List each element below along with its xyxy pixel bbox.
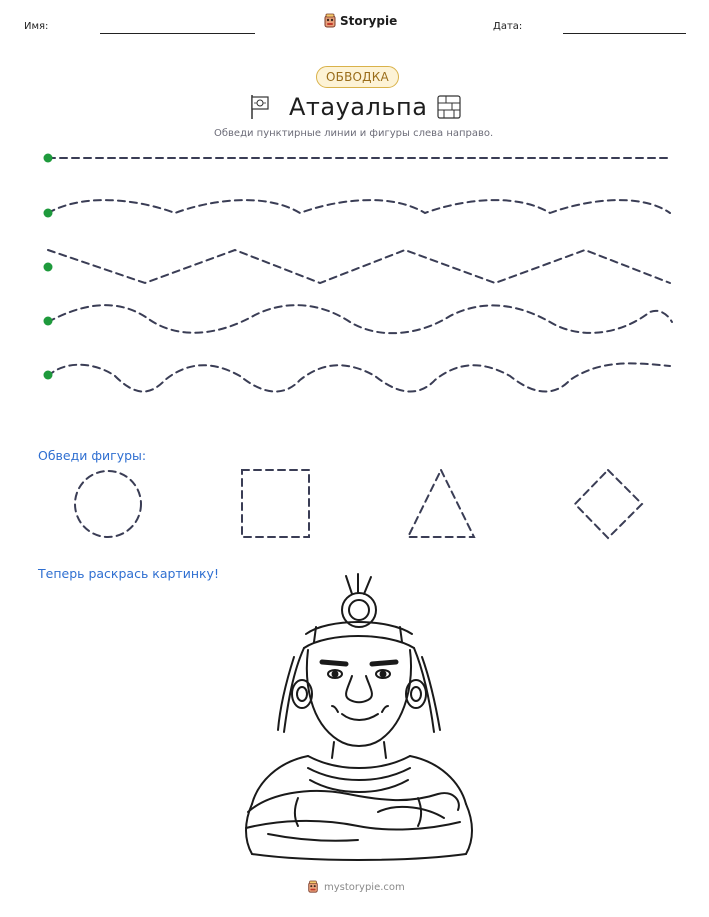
tracing-lines	[0, 140, 709, 400]
shapes-heading: Обведи фигуры:	[38, 448, 147, 463]
footer	[307, 880, 405, 894]
start-dot-icon	[44, 317, 53, 326]
coloring-heading: Теперь раскрась картинку!	[38, 566, 219, 581]
brand-logo	[323, 13, 397, 29]
start-dot-icon	[44, 154, 53, 163]
category-badge: ОБВОДКА	[316, 66, 399, 88]
storypie-logo-icon	[307, 880, 319, 894]
trace-shapes	[0, 460, 709, 550]
trace-line-zigzag	[48, 250, 670, 283]
start-dot-icon	[44, 371, 53, 380]
name-label: Имя:	[24, 21, 49, 32]
storypie-logo-icon	[323, 13, 337, 29]
stone-wall-icon	[436, 94, 462, 120]
trace-line-wave-1	[48, 200, 670, 213]
date-label: Дата:	[493, 21, 523, 32]
trace-line-wave-2	[48, 305, 672, 333]
atahualpa-coloring-picture	[238, 572, 474, 864]
page-title: Атауальпа	[289, 93, 428, 121]
start-dot-icon	[44, 209, 53, 218]
trace-triangle	[408, 470, 474, 537]
flag-icon	[249, 94, 271, 120]
start-dot-icon	[44, 263, 53, 272]
trace-diamond	[575, 470, 642, 538]
brand-name: Storypie	[340, 14, 398, 28]
trace-circle	[75, 471, 141, 537]
trace-square	[242, 470, 309, 537]
date-field-line[interactable]	[563, 33, 686, 34]
instruction-text: Обведи пунктирные линии и фигуры слева направо.	[214, 128, 494, 139]
footer-url[interactable]: mystorypie.com	[324, 881, 405, 893]
name-field-line[interactable]	[100, 33, 255, 34]
trace-line-bumps	[48, 363, 670, 391]
